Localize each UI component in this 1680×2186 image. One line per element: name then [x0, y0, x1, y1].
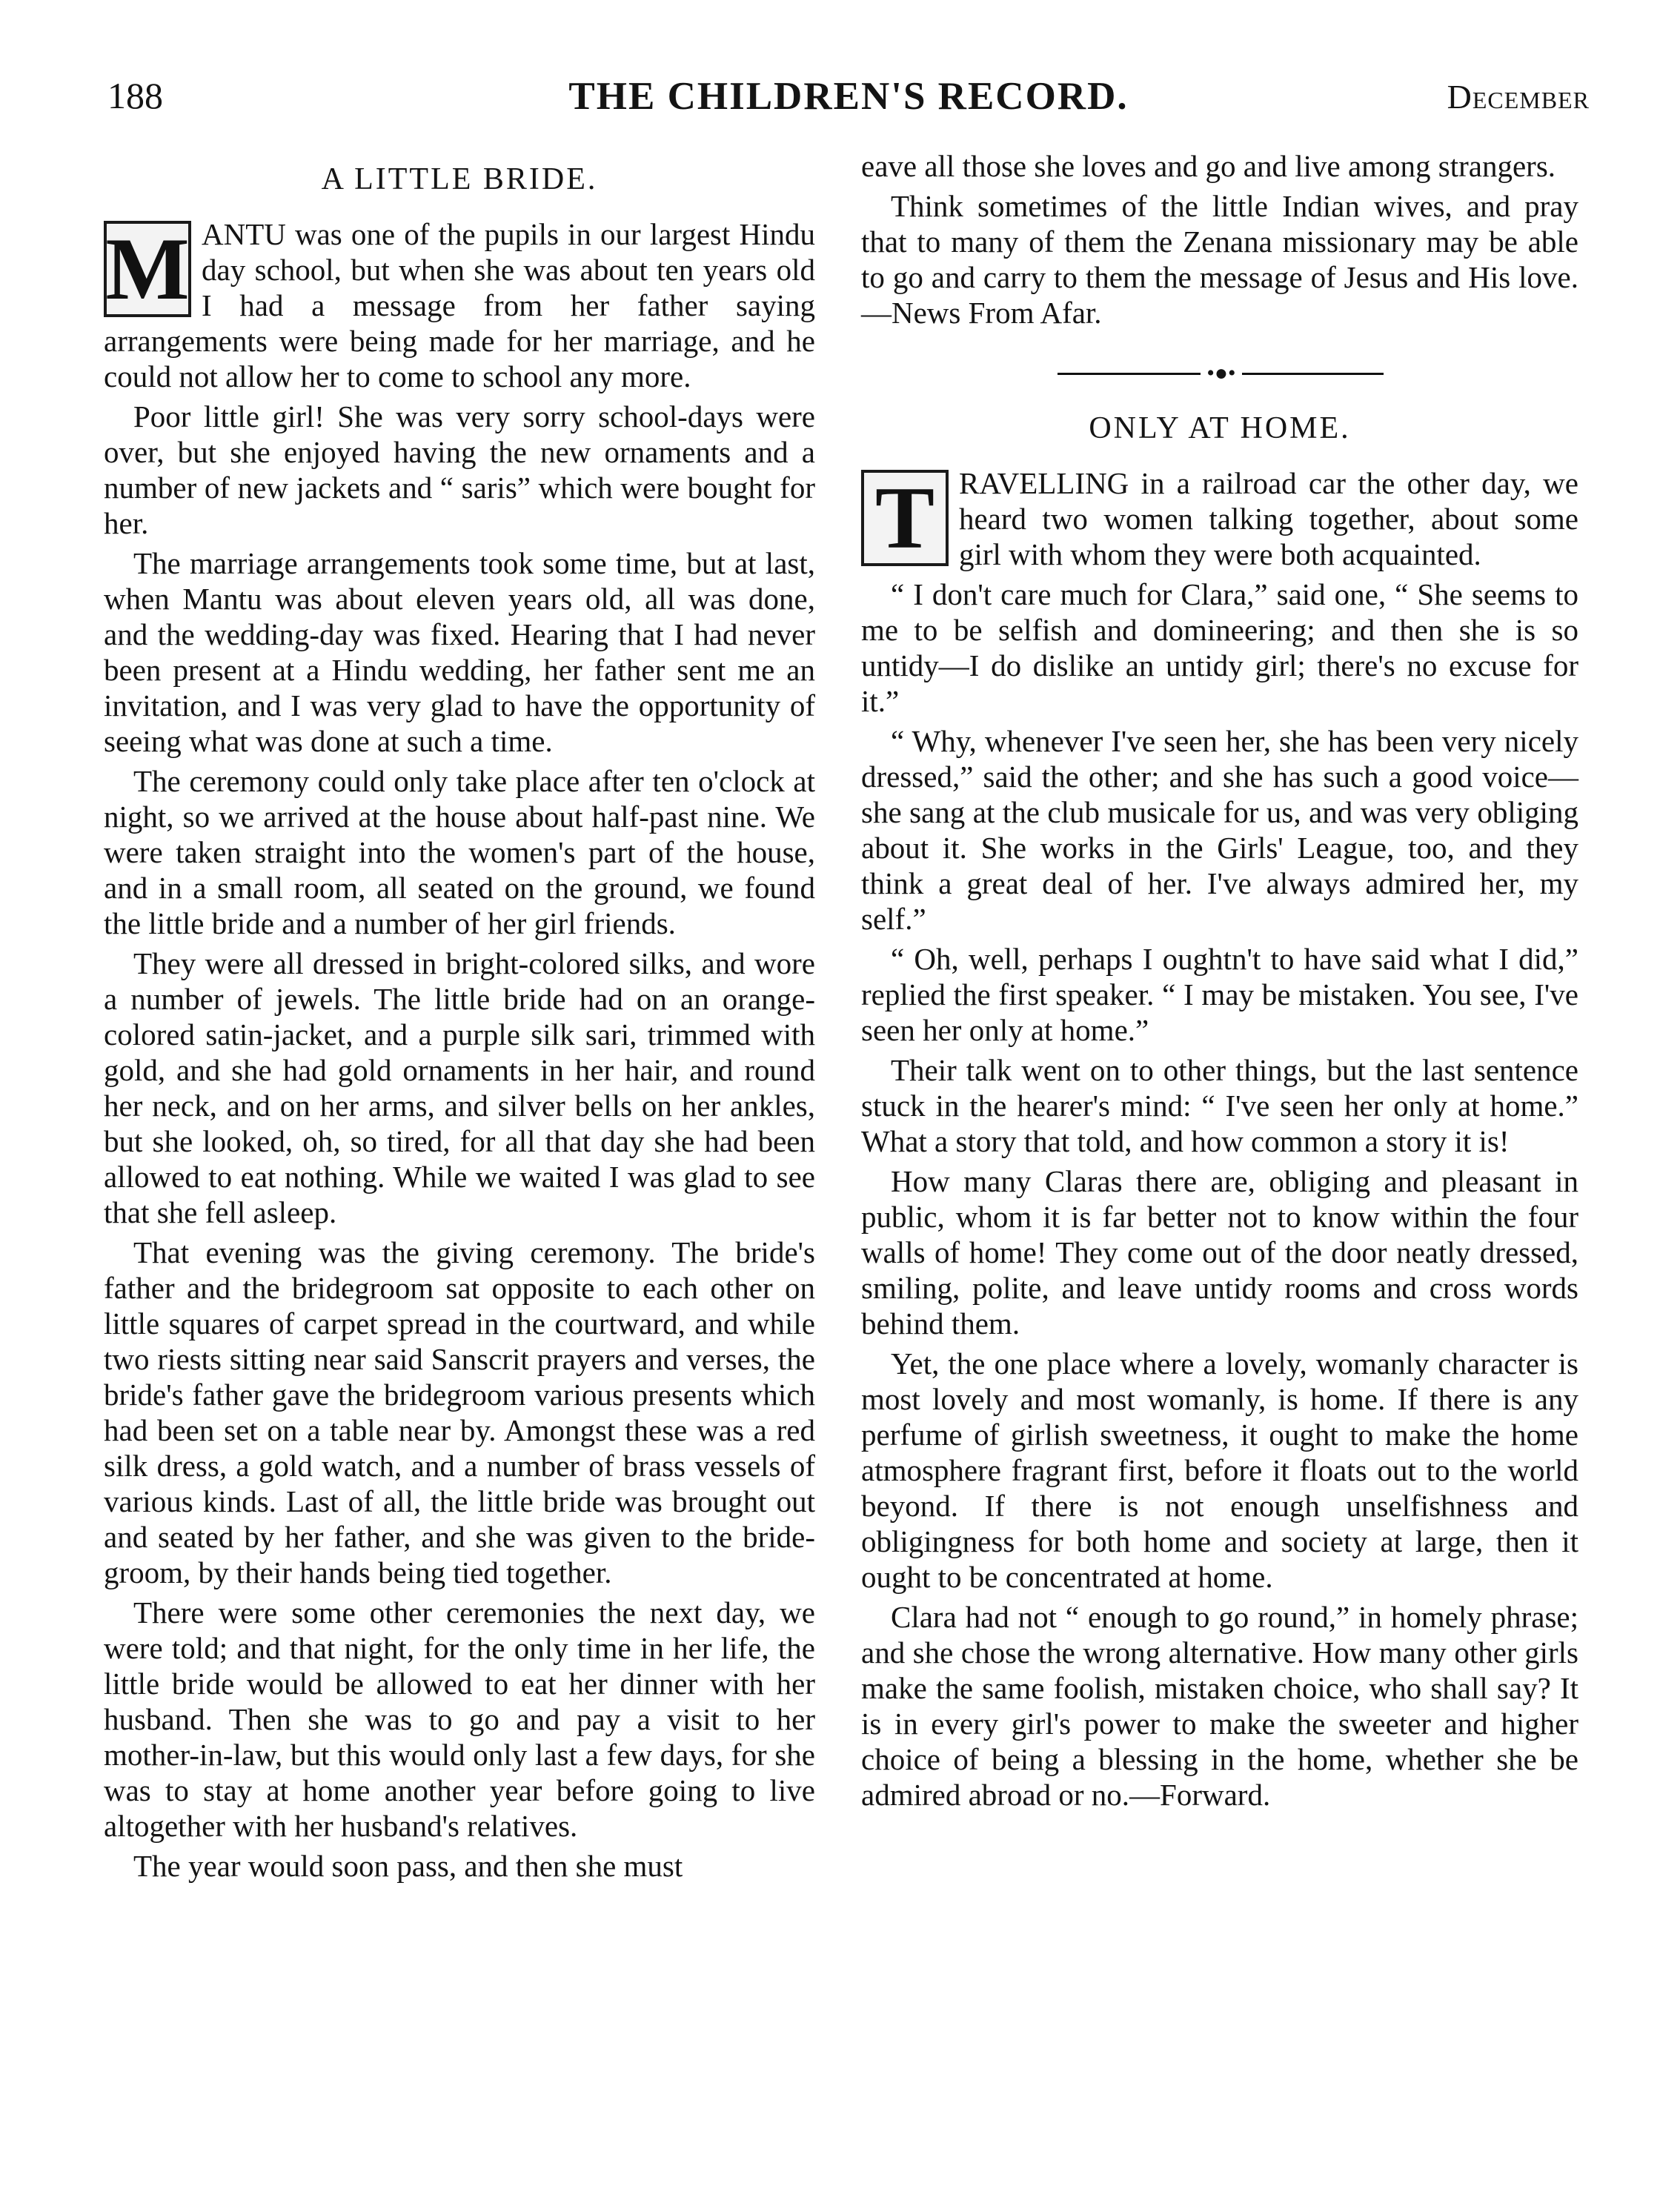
article-paragraph: The year would soon pass, and then she must [133, 1849, 683, 1883]
article-paragraph: Clara had not “ enough to go round,” in homely phrase; and she chose the wrong alternative. How many other girls make the same foolish, mistaken choice, who shall say? It is in every girl's power to make the sweeter and higher choice of being a blessing in the home, whether she be admired abroad or no.—Forward. [861, 1600, 1578, 1812]
left-column [104, 148, 815, 1888]
article-paragraph-continued: eave all those she loves and go and live among strangers. [861, 149, 1556, 183]
article-paragraph: Think sometimes of the little Indian wives, and pray that to many of them the Zenana missionary may be able to go and carry to them the message of Jesus and His love.—News From Afar. [861, 189, 1578, 330]
page-number: 188 [107, 75, 163, 116]
drop-cap-t: T [861, 470, 949, 566]
article-paragraph: M ANTU was one of the pupils in our largest Hindu day school, but when she was about ten years old I had a message from her father saying arrangements were being made for her marriage, and he could not allow her to come to school any more. [104, 217, 815, 393]
article-paragraph: How many Claras there are, obliging and pleasant in public, whom it is far better not to know within the four walls of home! They come out of the door neatly dressed, smiling, polite, and leave untidy rooms and cross words behind them. [861, 1164, 1578, 1340]
page-header [107, 74, 1590, 126]
article-paragraph: “ I don't care much for Clara,” said one, “ She seems to me to be selfish and domineering; and then she is so untidy—I do dislike an untidy girl; there's no excuse for it.” [861, 577, 1578, 718]
divider-ornament-icon: •●• [1201, 362, 1242, 385]
right-column [861, 148, 1578, 1817]
article-title-only-at-home: ONLY AT HOME. [1089, 411, 1351, 445]
article-paragraph: The ceremony could only take place after ten o'clock at night, so we arrived at the house about half-past nine. We were taken straight into the women's part of the house, and in a small room, all seated on the ground, we found the little bride and a number of her girl friends. [104, 764, 815, 940]
article-paragraph: Poor little girl! She was very sorry school-days were over, but she enjoyed having the new ornaments and a number of new jackets and “ saris” which were bought for her. [104, 399, 815, 540]
article-paragraph: There were some other ceremonies the next day, we were told; and that night, for the only time in her life, the little bride would be allowed to eat her dinner with her husband. Then she was to go and pay a visit to her mother-in-law, but this would only last a few days, for she was to stay at home another year before going to live altogether with her husband's relatives. [104, 1595, 815, 1843]
article-paragraph: That evening was the giving ceremony. The bride's father and the bridegroom sat opposite to each other on little squares of carpet spread in the courtward, and while two riests sitting near said Sanscrit prayers and verses, the bride's father gave the bridegroom various presents which had been set on a table near by. Amongst these was a red silk dress, a gold watch, and a number of brass vessels of various kinds. Last of all, the little bride was brought out and seated by her father, and she was given to the bride-groom, by their hands being tied together. [104, 1235, 815, 1589]
article-paragraph: “ Oh, well, perhaps I oughtn't to have said what I did,” replied the first speaker. “ I may be mistaken. You see, I've seen her only at home.” [861, 942, 1578, 1047]
article-paragraph: “ Why, whenever I've seen her, she has been very nicely dressed,” said the other; and she has such a good voice—she sang at the club musicale for us, and was very obliging about it. She works in the Girls' League, too, and they think a great deal of her. I've always admired her, my self.” [861, 724, 1578, 936]
article-title-little-bride: A LITTLE BRIDE. [321, 162, 598, 196]
magazine-title: THE CHILDREN'S RECORD. [568, 75, 1129, 118]
article-paragraph: T RAVELLING in a railroad car the other day, we heard two women talking together, about some girl with whom they were both acquainted. [861, 465, 1578, 572]
section-divider [861, 359, 1578, 388]
drop-cap-m: M [104, 221, 191, 317]
article-paragraph: The marriage arrangements took some time, but at last, when Mantu was about eleven years old, all was done, and the wedding-day was fixed. Hearing that I had never been present at a Hindu wedding, her father sent me an invitation, and I was very glad to have the opportunity of seeing what was done at such a time. [104, 546, 815, 758]
article-paragraph: Their talk went on to other things, but the last sentence stuck in the hearer's mind: “ I've seen her only at home.” What a story that told, and how common a story it is! [861, 1053, 1578, 1158]
article-paragraph: Yet, the one place where a lovely, womanly character is most lovely and most womanly, is home. If there is any perfume of girlish sweetness, it ought to make the home atmosphere fragrant first, before it floats out to the world beyond. If there is not enough unselfishness and obligingness for both home and society at large, then it ought to be concentrated at home. [861, 1346, 1578, 1594]
issue-month: December [1447, 78, 1590, 116]
article-paragraph: They were all dressed in bright-colored silks, and wore a number of jewels. The little bride had on an orange-colored satin-jacket, and a purple silk sari, trimmed with gold, and she had gold ornaments in her hair, and round her neck, and on her arms, and silver bells on her ankles, but she looked, oh, so tired, for all that day she had been allowed to eat nothing. While we waited I was glad to see that she fell asleep. [104, 946, 815, 1229]
